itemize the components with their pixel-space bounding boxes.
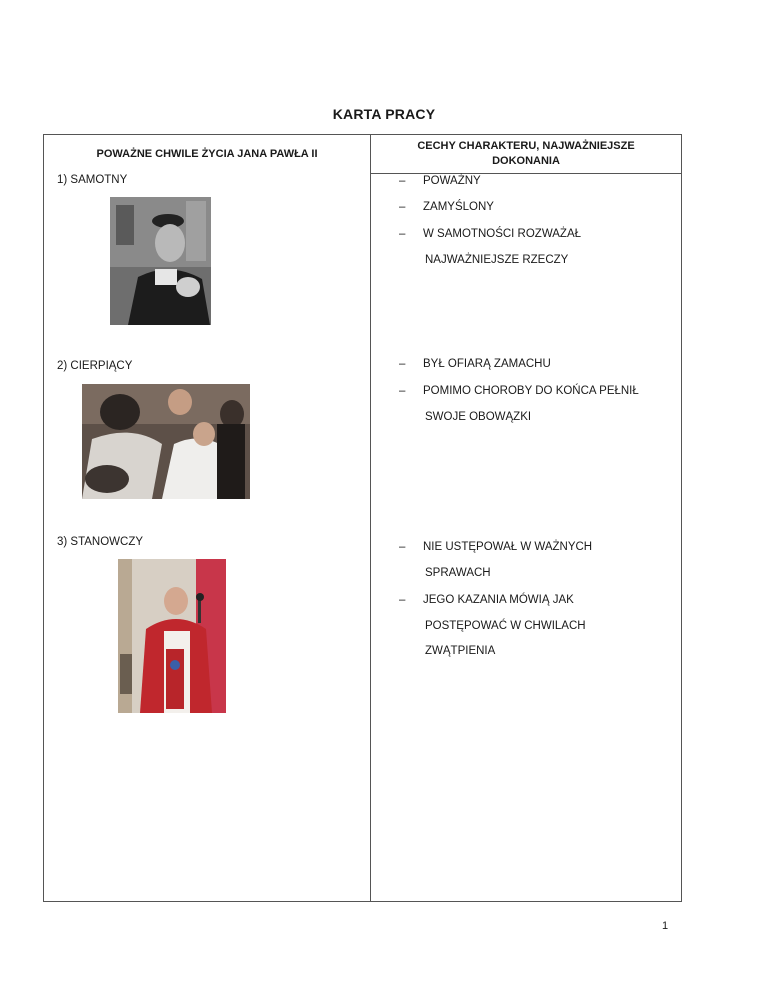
bullet-dash: –: [399, 201, 406, 213]
bullet-text-continued: ZWĄTPIENIA: [425, 645, 496, 657]
header-divider: [370, 173, 682, 174]
section-label-stanowczy: 3) STANOWCZY: [57, 536, 144, 548]
bullet-dash: –: [399, 541, 406, 553]
bullet-text: JEGO KAZANIA MÓWIĄ JAK: [423, 594, 574, 606]
bullet-text: W SAMOTNOŚCI ROZWAŻAŁ: [423, 228, 582, 240]
bullet-dash: –: [399, 228, 406, 240]
bullet-text-continued: SPRAWACH: [425, 567, 491, 579]
bullet-text-continued: POSTĘPOWAĆ W CHWILACH: [425, 620, 586, 632]
section-label-samotny: 1) SAMOTNY: [57, 174, 128, 186]
young-priest-portrait: [110, 197, 211, 325]
left-column-header: POWAŻNE CHWILE ŻYCIA JANA PAWŁA II: [96, 148, 318, 160]
bullet-text-continued: NAJWAŻNIEJSZE RZECZY: [425, 254, 569, 266]
pope-speaking-photo: [118, 559, 226, 713]
bullet-text-continued: SWOJE OBOWĄZKI: [425, 411, 532, 423]
right-column-header-line2: DOKONANIA: [492, 155, 560, 167]
bullet-text: POWAŻNY: [423, 175, 481, 187]
bullet-dash: –: [399, 594, 406, 606]
bullet-dash: –: [399, 385, 406, 397]
bullet-dash: –: [399, 175, 406, 187]
bullet-text: POMIMO CHOROBY DO KOŃCA PEŁNIŁ: [423, 385, 639, 397]
bullet-text: BYŁ OFIARĄ ZAMACHU: [423, 358, 551, 370]
bullet-text: NIE USTĘPOWAŁ W WAŻNYCH: [423, 541, 593, 553]
column-divider: [370, 134, 371, 902]
bullet-dash: –: [399, 358, 406, 370]
page-number: 1: [662, 920, 669, 932]
page-title: KARTA PRACY: [332, 106, 436, 122]
bullet-text: ZAMYŚLONY: [423, 201, 494, 213]
right-column-header-line1: CECHY CHARAKTERU, NAJWAŻNIEJSZE: [417, 140, 635, 152]
section-label-cierpiacy: 2) CIERPIĄCY: [57, 360, 133, 372]
assassination-attempt-photo: [82, 384, 250, 499]
